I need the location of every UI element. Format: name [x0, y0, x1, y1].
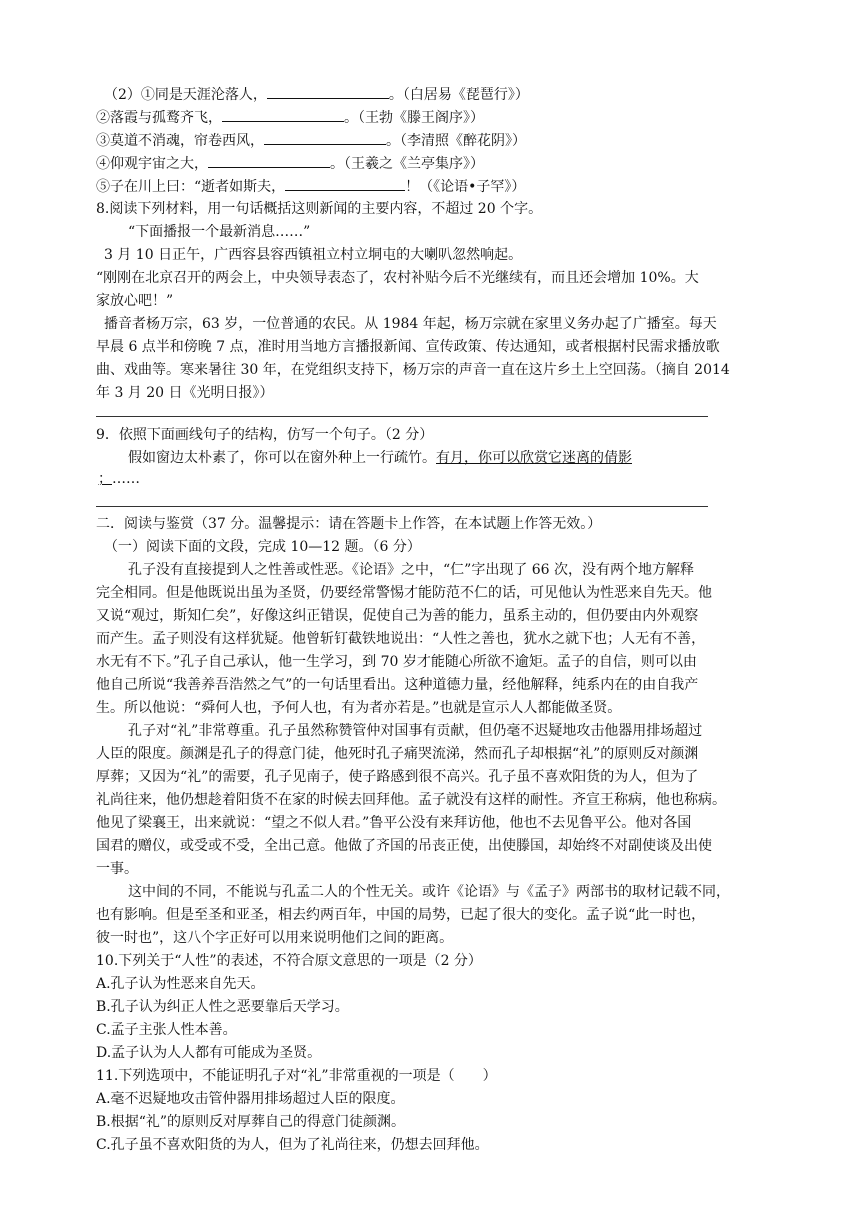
q9-sentence-line-2 — [98, 468, 140, 490]
q9-ellipsis: …… — [112, 471, 140, 487]
q7-line-1 — [104, 83, 529, 105]
q8-para-4d: 年 3 月 20 日《光明日报》） — [96, 385, 274, 401]
passage-line: 完全相同。但是他既说出虽为圣贤，仍要经常警惕才能防范不仁的话，可见他认为性恶来自先天。他 — [96, 585, 712, 601]
q7-line-2 — [96, 106, 484, 128]
q11-option-b[interactable]: B.根据“礼”的原则反对厚葬自己的得意门徒颜渊。 — [96, 1114, 406, 1130]
q10-stem: 10.下列关于“人性”的表述，不符合原文意思的一项是（2 分） — [96, 953, 482, 969]
q9-underlined-text: 有月，你可以欣赏它迷离的倩影 — [436, 450, 632, 466]
q7-line-2-pre: ②落霞与孤鹜齐飞， — [96, 110, 222, 126]
passage-line: 生。所以他说：“舜何人也，予何人也，有为者亦若是。”也就是宣示人人都能做圣贤。 — [96, 700, 622, 716]
q7-line-3-pre: ③莫道不消魂，帘卷西风， — [96, 133, 264, 149]
answer-blank[interactable] — [222, 106, 344, 122]
q8-para-4a: 播音者杨万宗，63 岁，一位普通的农民。从 1984 年起，杨万宗就在家里义务办起了广播室。每天 — [104, 316, 717, 332]
q8-answer-line[interactable] — [96, 416, 708, 417]
passage-line: 彼一时也”，这八个字正好可以用来说明他们之间的距离。 — [96, 930, 454, 946]
passage-line: 而产生。孟子则没有这样犹疑。他曾斩钉截铁地说出：“人性之善也，犹水之就下也；人无有不善， — [96, 631, 706, 647]
answer-blank[interactable] — [285, 175, 405, 191]
passage-line: 他见了梁襄王，出来就说：“望之不似人君。”鲁平公没有来拜访他，他也不去见鲁平公。他对各国 — [96, 815, 692, 831]
q10-option-b[interactable]: B.孔子认为纠正人性之恶要靠后天学习。 — [96, 999, 349, 1015]
q8-para-1: “下面播报一个最新消息……” — [128, 224, 311, 240]
passage-line: 厚葬；又因为“礼”的需要，孔子见南子，使子路感到很不高兴。孔子虽不喜欢阳货的为人，但为了 — [96, 769, 699, 785]
q8-para-4c: 曲、戏曲等。寒来暑往 30 年，在党组织支持下，杨万宗的声音一直在这片乡土上空回荡。（摘自 2014 — [96, 362, 730, 378]
q9-underlined-semicolon: ； — [98, 471, 112, 487]
passage-line: 孔子没有直接提到人之性善或性恶。《论语》之中，“仁”字出现了 66 次，没有两个地方解释 — [128, 562, 695, 578]
q10-option-a[interactable]: A.孔子认为性恶来自先天。 — [96, 976, 265, 992]
q8-para-3b: 家放心吧！” — [96, 293, 174, 309]
q7-line-4-post: 。（王羲之《兰亭集序》） — [330, 156, 484, 172]
passage-line: 他自己所说“我善养吾浩然之气”的一句话里看出。这种道德力量，经他解释，纯系内在的由自我产 — [96, 677, 699, 693]
q7-line-1-post: 。（白居易《琵琶行》） — [388, 87, 529, 103]
answer-blank[interactable] — [264, 129, 386, 145]
q9-plain-text: 假如窗边太朴素了，你可以在窗外种上一行疏竹。 — [128, 450, 436, 466]
q7-line-4-pre: ④仰观宇宙之大， — [96, 156, 208, 172]
q7-line-3 — [96, 129, 526, 151]
answer-blank[interactable] — [208, 152, 330, 168]
passage-line: 国君的赠仪，或受或不受，全出己意。他做了齐国的吊丧正使，出使滕国，却始终不对副使谈及出使 — [96, 838, 712, 854]
q7-line-1-pre: （2）①同是天涯沦落人， — [104, 87, 267, 103]
q8-para-4b: 早晨 6 点半和傍晚 7 点，准时用当地方言播报新闻、宣传政策、传达通知，或者根据村民需求播放歌 — [96, 339, 720, 355]
q7-line-5 — [96, 175, 525, 197]
q7-line-3-post: 。（李清照《醉花阴》） — [386, 133, 526, 149]
q8-para-3a: “刚刚在北京召开的两会上，中央领导表态了，农村补贴今后不光继续有，而且还会增加 10%。大 — [96, 270, 699, 286]
q9-answer-line[interactable] — [96, 506, 708, 507]
answer-blank[interactable] — [267, 83, 389, 99]
q10-option-c[interactable]: C.孟子主张人性本善。 — [96, 1022, 237, 1038]
passage-line: 水无有不下。”孔子自己承认，他一生学习，到 70 岁才能随心所欲不逾矩。孟子的自信，则可以由 — [96, 654, 697, 670]
section-2-heading: 二．阅读与鉴赏（37 分。温馨提示：请在答题卡上作答，在本试题上作答无效。） — [96, 516, 602, 532]
q11-stem: 11.下列选项中，不能证明孔子对“礼”非常重视的一项是（ ） — [96, 1068, 497, 1084]
q9-sentence-line-1 — [128, 447, 632, 469]
q10-option-d[interactable]: D.孟子认为人人都有可能成为圣贤。 — [96, 1045, 322, 1061]
passage-line: 人臣的限度。颜渊是孔子的得意门徒，他死时孔子痛哭流涕，然而孔子却根据“礼”的原则反对颜渊 — [96, 746, 699, 762]
section-2-subheading: （一）阅读下面的文段，完成 10—12 题。（6 分） — [104, 539, 421, 555]
q7-line-5-pre: ⑤子在川上曰：“逝者如斯夫， — [96, 179, 286, 195]
q11-option-c[interactable]: C.孔子虽不喜欢阳货的为人，但为了礼尚往来，仍想去回拜他。 — [96, 1137, 489, 1153]
q9-stem: 9．依照下面画线句子的结构，仿写一个句子。（2 分） — [96, 427, 434, 443]
passage-line: 一事。 — [96, 861, 138, 877]
q8-para-2: 3 月 10 日正午，广西容县容西镇祖立村立垌屯的大喇叭忽然响起。 — [104, 247, 523, 263]
passage-line: 这中间的不同，不能说与孔孟二人的个性无关。或许《论语》与《孟子》两部书的取材记载不同， — [128, 884, 730, 900]
passage-line: 又说“观过，斯知仁矣”，好像这纠正错误，促使自己为善的能力，虽系主动的，但仍要由内外观察 — [96, 608, 699, 624]
q11-option-a[interactable]: A.毫不迟疑地攻击管仲器用排场超过人臣的限度。 — [96, 1091, 405, 1107]
passage-line: 也有影响。但是至圣和亚圣，相去约两百年，中国的局势，已起了很大的变化。孟子说“此一时也， — [96, 907, 706, 923]
passage-line: 礼尚往来，他仍想趁着阳货不在家的时候去回拜他。孟子就没有这样的耐性。齐宣王称病，他也称病。 — [96, 792, 726, 808]
q7-line-4 — [96, 152, 484, 174]
q8-stem: 8.阅读下列材料，用一句话概括这则新闻的主要内容，不超过 20 个字。 — [96, 201, 543, 217]
passage-line: 孔子对“礼”非常尊重。孔子虽然称赞管仲对国事有贡献，但仍毫不迟疑地攻击他器用排场超过 — [128, 723, 703, 739]
q7-line-5-post: ！（《论语•子罕》） — [405, 179, 526, 195]
q7-line-2-post: 。（王勃《滕王阁序》） — [344, 110, 484, 126]
